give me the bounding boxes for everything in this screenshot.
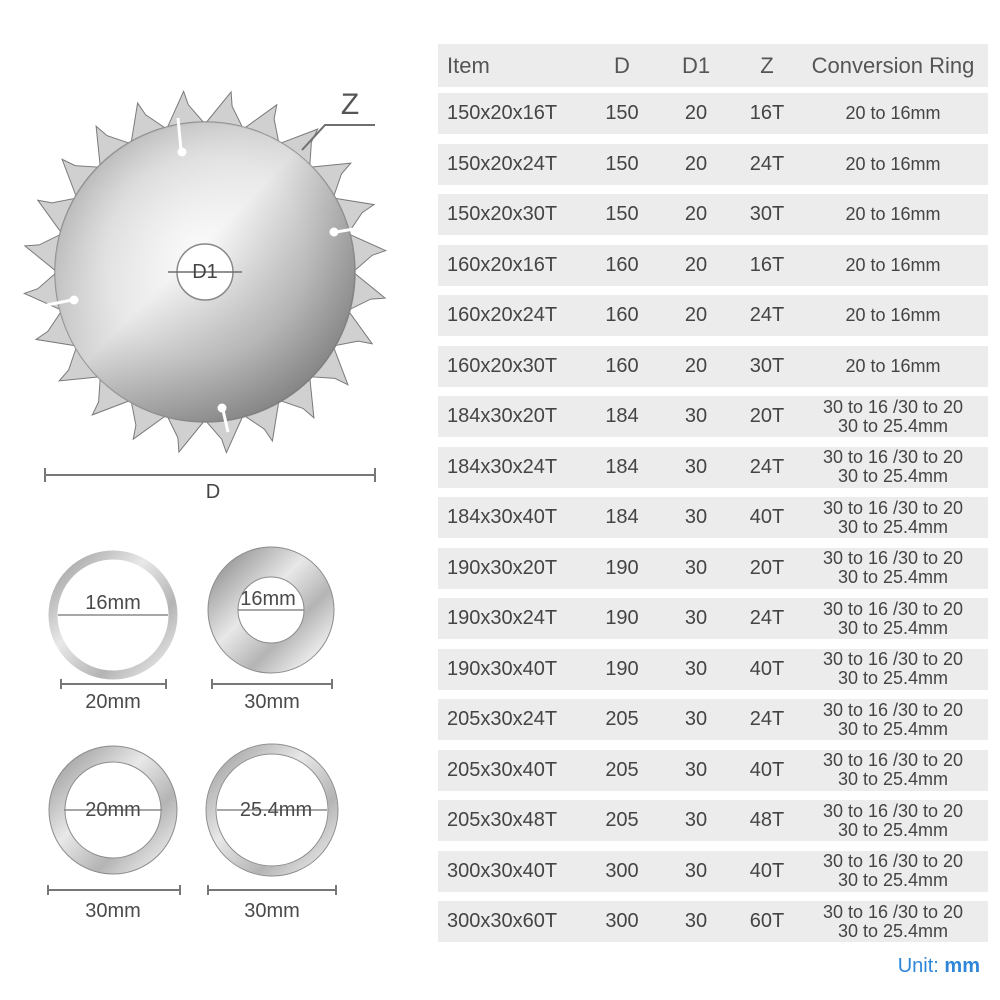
label-d: D [205,481,221,503]
table-row [438,447,988,488]
cell-item: 184x30x20T [447,405,558,427]
cell-z: 24T [749,708,785,730]
cell-d: 205 [605,708,639,730]
cell-d: 160 [605,253,639,276]
table-body [438,93,988,942]
table-row [438,598,988,639]
table-row [438,800,988,841]
cell-d1: 30 [684,809,708,831]
header-item: Item [447,52,490,78]
header-z: Z [760,52,774,78]
cell-item: 184x30x24T [447,455,558,478]
table-row [438,245,988,286]
ring-line-1: 20 to 16mm [845,254,941,275]
cell-d1: 30 [684,455,708,478]
cell-conversion-ring [798,852,988,890]
ring-line-1: 30 to 16 /30 to 20 [822,800,964,821]
cell-z: 20T [749,556,785,579]
ring-line-1: 30 to 16 /30 to 20 [822,901,964,922]
table-row [438,396,988,437]
cell-z: 48T [749,809,785,831]
ring2-outer-label: 30mm [244,691,300,713]
ring-line-2: 30 to 25.4mm [837,870,949,890]
ring-line-1: 30 to 16 /30 to 20 [822,851,964,871]
ring-line-2: 30 to 25.4mm [837,920,949,941]
cell-conversion-ring [798,155,988,174]
cell-item: 184x30x40T [447,506,558,528]
ring-line-2: 30 to 25.4mm [837,567,949,587]
cell-d1: 20 [684,152,708,175]
unit-value: mm [944,955,980,977]
saw-blade-diagram [0,0,400,510]
ring2-inner-label: 16mm [240,588,296,610]
ring-line-2: 30 to 25.4mm [837,415,949,436]
cell-d1: 30 [684,657,708,680]
cell-conversion-ring [798,499,988,537]
cell-conversion-ring [798,104,988,123]
header-d: D [614,52,630,78]
cell-item: 190x30x20T [447,556,558,579]
table-row [438,144,988,185]
label-d1: D1 [192,261,218,283]
cell-item: 205x30x24T [447,708,558,730]
table-row [438,346,988,387]
cell-d: 160 [605,354,639,377]
table-row [438,901,988,942]
cell-z: 24T [749,152,785,175]
cell-d: 184 [605,405,639,427]
ring-line-1: 30 to 16 /30 to 20 [822,548,964,568]
cell-item: 190x30x40T [447,657,558,680]
ring-line-1: 30 to 16 /30 to 20 [822,649,964,669]
header-d1: D1 [681,52,711,78]
cell-d: 184 [605,506,639,528]
cell-d: 205 [605,758,639,781]
cell-conversion-ring [798,903,988,941]
cell-conversion-ring [798,549,988,587]
cell-d: 150 [605,152,639,175]
cell-item: 150x20x30T [447,203,558,225]
cell-conversion-ring [798,600,988,638]
cell-z: 24T [749,607,785,629]
table-row [438,497,988,538]
ring-line-1: 30 to 16 /30 to 20 [822,447,964,467]
cell-d1: 20 [684,203,708,225]
ring-16-30 [208,547,334,713]
ring4-inner-label: 25.4mm [239,799,313,821]
cell-d1: 30 [684,758,708,781]
cell-item: 205x30x40T [447,758,558,781]
cell-conversion-ring [798,357,988,376]
conversion-rings-diagram [0,520,400,940]
ring-line-2: 30 to 25.4mm [837,668,949,688]
cell-item: 150x20x16T [447,102,558,124]
cell-conversion-ring [798,256,988,275]
ring-line-1: 30 to 16 /30 to 20 [822,497,964,518]
cell-d: 190 [605,657,639,680]
ring-line-1: 20 to 16mm [845,153,941,174]
cell-d: 300 [605,859,639,882]
table-row [438,93,988,134]
cell-z: 30T [749,203,785,225]
cell-z: 16T [749,253,785,276]
cell-item: 300x30x40T [447,859,558,882]
table-row [438,194,988,235]
ring-25-30 [206,744,338,922]
cell-z: 24T [749,304,785,326]
cell-d1: 30 [684,708,708,730]
cell-z: 24T [749,455,785,478]
ring-line-2: 30 to 25.4mm [837,819,949,840]
cell-d: 150 [605,102,639,124]
ring-line-2: 30 to 25.4mm [837,718,949,739]
cell-item: 150x20x24T [447,152,558,175]
ring-line-1: 20 to 16mm [845,355,941,376]
cell-z: 40T [749,657,785,680]
cell-z: 40T [749,506,785,528]
cell-d1: 20 [684,304,708,326]
ring1-outer-label: 20mm [85,691,141,713]
cell-d1: 20 [684,102,708,124]
cell-d1: 30 [684,859,708,882]
ring-line-2: 30 to 25.4mm [837,769,949,789]
cell-z: 16T [749,102,785,124]
cell-item: 160x20x24T [447,304,558,326]
cell-item: 300x30x60T [447,910,558,932]
table-row [438,295,988,336]
ring-20-30 [48,746,180,922]
spec-table [438,44,988,952]
ring-line-1: 20 to 16mm [845,204,941,224]
cell-item: 160x20x30T [447,354,558,377]
table-header-row [438,44,988,87]
cell-d: 190 [605,556,639,579]
label-z: Z [340,88,360,121]
cell-z: 20T [749,405,785,427]
cell-conversion-ring [798,448,988,486]
cell-d1: 30 [684,405,708,427]
cell-d1: 20 [684,354,708,377]
header-conversion-ring: Conversion Ring [811,53,975,78]
cell-d1: 30 [684,556,708,579]
cell-z: 30T [749,354,785,377]
ring-line-2: 30 to 25.4mm [837,617,949,638]
ring-line-2: 30 to 25.4mm [837,466,949,486]
ring1-inner-label: 16mm [85,592,141,614]
ring4-outer-label: 30mm [244,900,300,922]
ring-line-1: 20 to 16mm [845,103,941,123]
cell-d: 190 [605,607,639,629]
unit-label: Unit: [897,955,939,977]
table-row [438,548,988,589]
ring-16-20 [53,555,173,713]
cell-conversion-ring [798,650,988,688]
cell-d: 160 [605,304,639,326]
cell-d1: 20 [684,253,708,276]
cell-conversion-ring [798,751,988,789]
cell-conversion-ring [798,205,988,224]
cell-item: 190x30x24T [447,607,558,629]
ring3-outer-label: 30mm [85,900,141,922]
cell-d1: 30 [684,910,708,932]
ring-line-1: 30 to 16 /30 to 20 [822,699,964,720]
cell-z: 40T [749,758,785,781]
cell-d: 300 [605,910,639,932]
cell-d: 184 [605,455,639,478]
cell-conversion-ring [798,701,988,739]
ring-line-2: 30 to 25.4mm [837,516,949,537]
cell-d: 205 [605,809,639,831]
ring-line-1: 20 to 16mm [845,305,941,325]
table-row [438,649,988,690]
unit-note [898,955,980,978]
cell-conversion-ring [798,802,988,840]
cell-z: 40T [749,859,785,882]
cell-conversion-ring [798,306,988,325]
table-row [438,851,988,892]
ring3-inner-label: 20mm [85,799,141,821]
cell-conversion-ring [798,398,988,436]
cell-d1: 30 [684,506,708,528]
cell-z: 60T [749,910,785,932]
cell-item: 205x30x48T [447,809,558,831]
cell-d: 150 [605,203,639,225]
ring-line-1: 30 to 16 /30 to 20 [822,750,964,770]
table-row [438,750,988,791]
table-row [438,699,988,740]
ring-line-1: 30 to 16 /30 to 20 [822,598,964,619]
cell-item: 160x20x16T [447,253,558,276]
cell-d1: 30 [684,607,708,629]
ring-line-1: 30 to 16 /30 to 20 [822,396,964,417]
